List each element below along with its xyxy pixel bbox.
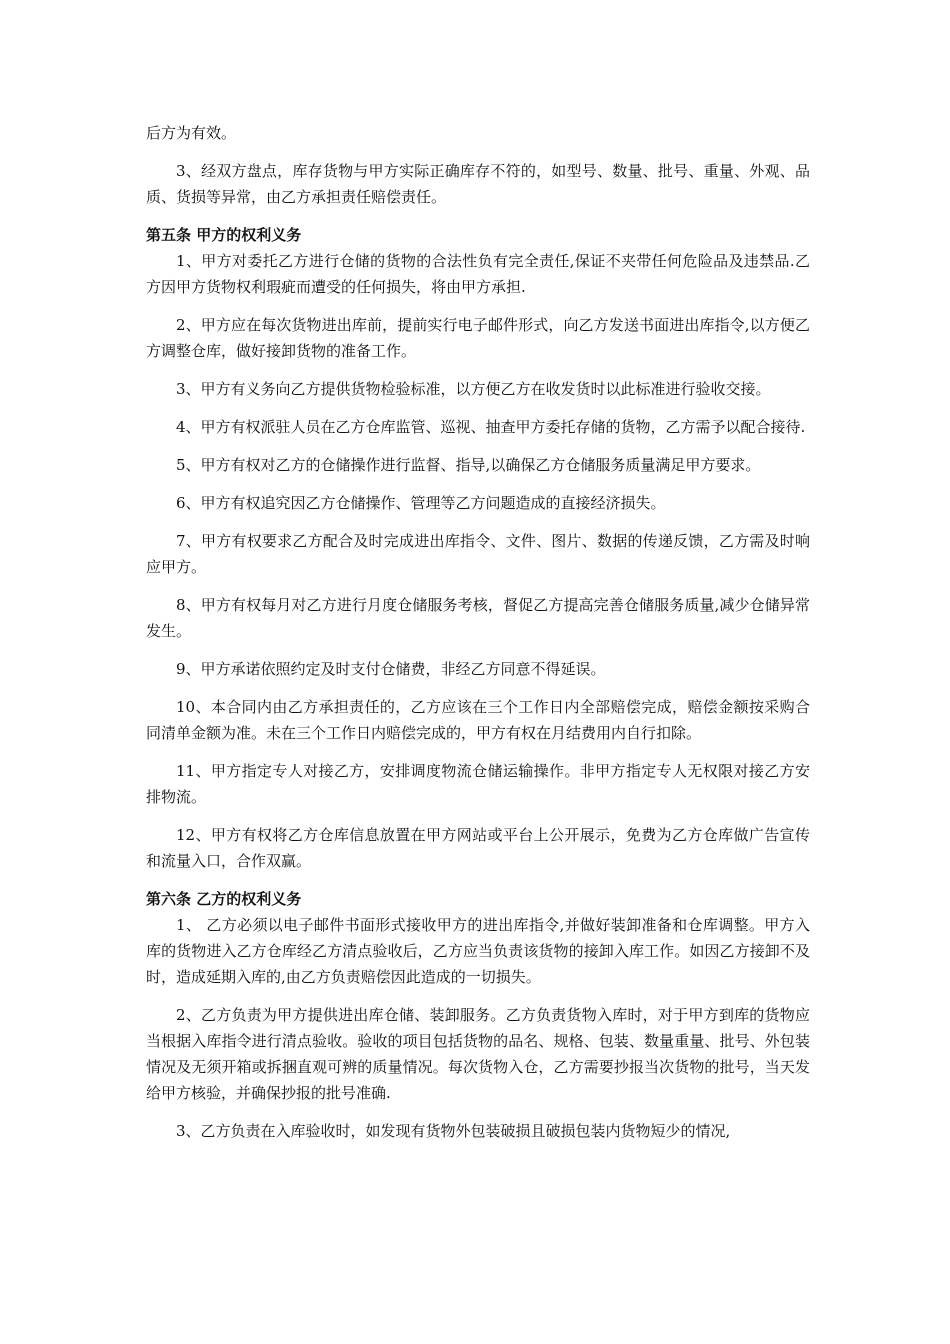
inventory-clause-3: 3、经双方盘点，库存货物与甲方实际正确库存不符的，如型号、数量、批号、重量、外观、品质、货损等异常，由乙方承担责任赔偿责任。 xyxy=(146,162,810,206)
article5-item-4: 4、甲方有权派驻人员在乙方仓库监管、巡视、抽查甲方委托存储的货物，乙方需予以配合接待. xyxy=(176,418,806,436)
article5-item-8: 8、甲方有权每月对乙方进行月度仓储服务考核，督促乙方提高完善仓储服务质量,减少仓储异常发生。 xyxy=(146,596,810,640)
article5-item-9: 9、甲方承诺依照约定及时支付仓储费，非经乙方同意不得延误。 xyxy=(176,660,606,678)
article6-item-2: 2、乙方负责为甲方提供进出库仓储、装卸服务。乙方负责货物入库时，对于甲方到库的货物应当根据入库指令进行清点验收。验收的项目包括货物的品名、规格、包装、数量重量、批号、外包装情况及无须开箱或拆捆直观可辨的质量情况。每次货物入仓，乙方需要抄报当次货物的批号，当天发给甲方核验，并确保抄报的批号准确. xyxy=(146,1006,810,1102)
article5-item-12: 12、甲方有权将乙方仓库信息放置在甲方网站或平台上公开展示，免费为乙方仓库做广告宣传和流量入口，合作双赢。 xyxy=(146,826,810,870)
article6-item-1: 1、 乙方必须以电子邮件书面形式接收甲方的进出库指令,并做好装卸准备和仓库调整。甲方入库的货物进入乙方仓库经乙方清点验收后，乙方应当负责该货物的接卸入库工作。如因乙方接卸不及时，造成延期入库的,由乙方负责赔偿因此造成的一切损失。 xyxy=(146,916,810,986)
article5-item-1: 1、甲方对委托乙方进行仓储的货物的合法性负有完全责任,保证不夹带任何危险品及违禁品.乙方因甲方货物权利瑕疵而遭受的任何损失，将由甲方承担. xyxy=(146,252,810,296)
article6-heading: 第六条 乙方的权利义务 xyxy=(146,890,302,908)
article5-item-11: 11、甲方指定专人对接乙方，安排调度物流仓储运输操作。非甲方指定专人无权限对接乙方安排物流。 xyxy=(146,762,810,806)
article5-item-6: 6、甲方有权追究因乙方仓储操作、管理等乙方问题造成的直接经济损失。 xyxy=(176,494,666,512)
article6-item-3: 3、乙方负责在入库验收时，如发现有货物外包装破损且破损包装内货物短少的情况, xyxy=(176,1122,731,1140)
lead-fragment: 后方为有效。 xyxy=(146,124,237,142)
article5-item-2: 2、甲方应在每次货物进出库前，提前实行电子邮件形式，向乙方发送书面进出库指令,以方便乙方调整仓库，做好接卸货物的准备工作。 xyxy=(146,316,810,360)
article5-item-7: 7、甲方有权要求乙方配合及时完成进出库指令、文件、图片、数据的传递反馈，乙方需及时响应甲方。 xyxy=(146,532,810,576)
article5-item-3: 3、甲方有义务向乙方提供货物检验标准，以方便乙方在收发货时以此标准进行验收交接。 xyxy=(176,380,771,398)
article5-item-5: 5、甲方有权对乙方的仓储操作进行监督、指导,以确保乙方仓储服务质量满足甲方要求。 xyxy=(176,456,761,474)
article5-heading: 第五条 甲方的权利义务 xyxy=(146,226,302,244)
article5-item-10: 10、本合同内由乙方承担责任的，乙方应该在三个工作日内全部赔偿完成，赔偿金额按采购合同清单金额为准。未在三个工作日内赔偿完成的，甲方有权在月结费用内自行扣除。 xyxy=(146,698,810,742)
document-body xyxy=(146,120,810,1156)
